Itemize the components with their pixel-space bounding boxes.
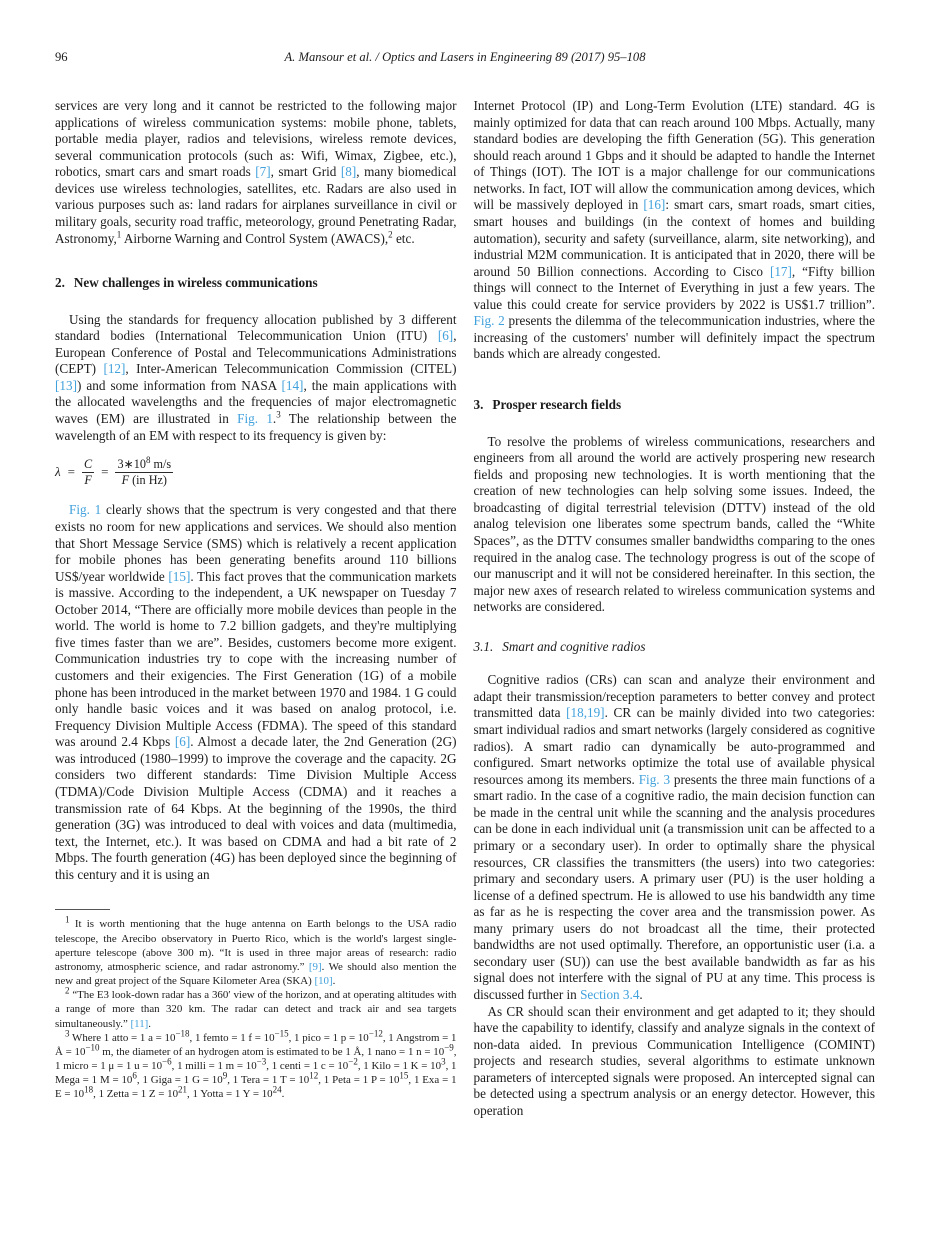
- citation-link[interactable]: [14]: [281, 377, 304, 393]
- superscript-marker: 24: [272, 1084, 282, 1095]
- section-number: 3.: [473, 397, 484, 412]
- two-column-body: [55, 98, 875, 1120]
- citation-link[interactable]: [10]: [314, 975, 333, 988]
- superscript-marker: 18: [84, 1084, 94, 1095]
- wavelength-formula: [55, 457, 457, 487]
- subsection-title: Smart and cognitive radios: [502, 638, 646, 654]
- superscript-marker: 3: [65, 1028, 70, 1039]
- superscript-marker: 12: [309, 1070, 319, 1081]
- paragraph: Fig. 1 clearly shows that the spectrum is very congested and that there exists no room for new applications and services. We should also mention that Short Message Service (SMS) which is relatively a recent application for mobile phones has been generating benefits around 110 billions US$/year worldwide [15]. This fact proves that the communication markets is massive. According to the independent, a UK newspaper on Tuesday 7 October 2014, “There are officially more mobile devices than people in the world. The world is home to 7.2 billion gadgets, and they're multiplying five times faster than we are”. Besides, customers become more exigent. Communication industries try to cope with the increasing number of customers and their exigencies. The First Generation (1G) of a mobile phone has been introduced in the market between 1970 and 1984. 1 G could only handle basic voices and it was based on analog protocol, i.e. Frequency Division Multiple Access (FDMA). The speed of this standard was around 2.4 Kbps [6]. Almost a decade later, the 2nd Generation (2G) was introduced (1980–1999) to improve the coverage and the capacity. 2G considers two different standards: Time Division Multiple Access (TDMA)/Code Division Multiple Access (CDMA) and it reaches a transmission rate of 64 Kbps. At the beginning of the 1990s, the third generation (3G) was introduced to deal with voices and data (multimedia, text, the Internet, etc.). It was based on CDMA and had a bit rate of 2 Mbps. The fourth generation (4G) has been deployed since the beginning of this century and it is using an: [55, 502, 457, 882]
- citation-link[interactable]: [17]: [769, 263, 792, 279]
- citation-link[interactable]: [12]: [103, 361, 126, 377]
- superscript-marker: −9: [444, 1042, 454, 1053]
- subsection-heading-3-1: [474, 639, 876, 656]
- footnote-1: $^1$ It is worth mentioning that the huge antenna on Earth belongs to the USA radio telescope, the Arecibo observatory in Puerto Rico, which is the world's largest single-aperture telescope (above 300 m). “It is used in three major areas of research: radio astronomy, atmospheric science, and radar astronomy.” [9]. We should also mention the new and great project of the Square Kilometer Area (SKA) [10].: [55, 914, 457, 988]
- superscript-marker: 2: [65, 985, 70, 996]
- page-number: 96: [55, 50, 68, 64]
- superscript-marker: 3: [276, 409, 281, 420]
- citation-link[interactable]: [13]: [55, 377, 77, 393]
- superscript-marker: 1: [65, 914, 70, 925]
- citation-link[interactable]: [11]: [130, 1017, 149, 1030]
- fraction-c-over-f: $\frac{C}{F}$: [83, 457, 93, 487]
- subsection-number: 3.1.: [473, 638, 494, 654]
- paragraph: services are very long and it cannot be restricted to the following major applications of wireless communication systems: mobile phone, tablets, portable media player, radios and televisions, wireless remote devices, several communication protocols (such as: Wifi, Wimax, Zigbee, etc.), robotics, smart cars and smart roads [7], smart Grid [8], many biomedical devices use wireless technologies, satellites, etc. Radars are also used in various purposes such as: land radars for airplanes surveillance in civil or military goals, security road traffic, meteorology, ground Penetrating Radar, Astronomy,$^1$ Airborne Warning and Control System (AWACS),$^2$ etc.: [55, 98, 457, 246]
- superscript-marker: 1: [116, 229, 122, 240]
- section-heading-3: [474, 397, 876, 414]
- section-title: Prosper research fields: [492, 397, 622, 412]
- citation-link[interactable]: [9]: [308, 960, 322, 973]
- superscript-marker: 21: [178, 1084, 188, 1095]
- superscript-marker: −15: [274, 1028, 289, 1039]
- superscript-marker: 2: [388, 229, 393, 240]
- page-header: [55, 50, 875, 68]
- paragraph: To resolve the problems of wireless communications, researchers and engineers from all around the world are actively prospering new research fields and proposing new technologies. It is worth mentioning that the creation of new technologies can help solving some issues. Indeed, the broadcasting of digital terrestrial television (DTTV) instead of the old analog television one liberates some spectrum bands, called the “White Spaces”, as the DTTV consumes smaller bandwidths comparing to the ones required in the analog case. The technology progress is out of the scope of our manuscript and it will not be considered hereinafter. In this section, the major new axes of research related to wireless communication systems and networks are considered.: [473, 433, 875, 615]
- right-column: [474, 98, 876, 1120]
- superscript-marker: −2: [348, 1056, 358, 1067]
- fraction-speed-over-freq: $\frac{3∗10^8 m/s}{\text{F (in Hz)}}$: [117, 455, 172, 487]
- citation-link[interactable]: [7]: [255, 164, 271, 180]
- superscript-marker: 6: [132, 1070, 137, 1081]
- paragraph: As CR should scan their environment and get adapted to it; they should have the capability to identify, classify and analyze signals in the context of non-data aided. In previous Communication Intelligence (COMINT) projects and research studies, several algorithms to estimate unknown parameters of intercepted signals were proposed. An intercepted signal can be detected using a spectrum analysis or an energy detector. However, this operation: [473, 1003, 875, 1118]
- footnotes: [55, 909, 457, 1101]
- citation-link[interactable]: [16]: [643, 197, 666, 213]
- superscript-marker: −10: [85, 1042, 100, 1053]
- equals-sign: =: [67, 464, 75, 480]
- citation-link[interactable]: [18,19]: [566, 705, 605, 721]
- footnote-divider: [55, 909, 110, 910]
- formula-lambda: λ: [55, 464, 61, 480]
- superscript-marker: 8: [145, 455, 151, 466]
- superscript-marker: 3: [441, 1056, 446, 1067]
- paragraph: Using the standards for frequency allocation published by 3 different standard bodies (International Telecommunication Union (ITU) [6], European Conference of Postal and Telecommunications Administrations (CEPT) [12], Inter-American Telecommunication Commission (CITEL) [13]) and some information from NASA [14], the main applications with the allocated wavelengths and the frequencies of major electromagnetic waves (EM) are illustrated in Fig. 1.$^3$ The relationship between the wavelength of an EM with respect to its frequency is given by:: [55, 311, 457, 443]
- superscript-marker: −6: [162, 1056, 172, 1067]
- citation-link[interactable]: Fig. 2: [473, 313, 505, 329]
- footnote-2: $^2$ “The E3 look-down radar has a 360′ view of the horizon, and at operating altitudes with a range of more than 320 km. The radar can detect and track air and sea targets simultaneously.” [11].: [55, 985, 457, 1030]
- left-column: [55, 98, 457, 1120]
- citation-link[interactable]: Fig. 1: [237, 411, 273, 426]
- citation-link[interactable]: Section 3.4: [580, 987, 640, 1002]
- citation-link[interactable]: [8]: [340, 164, 357, 180]
- superscript-marker: −18: [175, 1028, 190, 1039]
- section-title: New challenges in wireless communications: [73, 275, 318, 291]
- citation-link[interactable]: [15]: [168, 568, 191, 584]
- section-number: 2.: [55, 275, 65, 291]
- footnote-3: $^3$ Where 1 atto = 1 $a = 10^{-18}$, 1 femto = 1 $f = 10^{-15}$, 1 pico = 1 $p = 10^{-12}$, 1 Angstrom = 1 Å = $10^{-10}$ m, the diameter of an hydrogen atom is estimated to be 1 Å, 1 nano = 1 $n = 10^{-9}$, 1 micro = 1 μ = 1 $u = 10^{-6}$, 1 milli = 1 $m = 10^{-3}$, 1 centi = 1 $c = 10^{-2}$, 1 Kilo = 1 $K = 10^3$, 1 Mega = 1 $M = 10^6$, 1 Giga = 1 $G = 10^9$, 1 Tera = 1 $T = 10^{12}$, 1 Peta = 1 $P = 10^{15}$, 1 Exa = 1 $E = 10^{18}$, 1 Zetta = 1 $Z = 10^{21}$, 1 Yotta = 1 $Y = 10^{24}$.: [55, 1028, 457, 1101]
- superscript-marker: 9: [222, 1070, 228, 1081]
- citation-link[interactable]: [6]: [437, 328, 454, 344]
- italic-variable: F: [121, 472, 130, 487]
- paragraph: Cognitive radios (CRs) can scan and analyze their environment and adapt their transmission/reception parameters to better convey and protect transmitted data [18,19]. CR can be mainly divided into two categories: smart individual radios and smart networks (largely considered as cognitive radios). A smart radio can dynamically be auto-programmed and configured. Smart networks optimize the total use of available physical resources among its members. Fig. 3 presents the three main functions of a smart radio. In the case of a cognitive radio, the main decision function can be made in the central unit while the scanning and the analysis procedures can be done in each individual unit (a transmission unit can be affected to a primary or a secondary user). In order to optimally share the physical resources, CR classifies the transmitters (the users) into two categories: primary and secondary users. A primary user (PU) is the user holding a license of a defined spectrum. He is allowed to use his bandwidth any time as far as he is respecting the cover area and the transmission power. As many primary users do not broadcast all the time, their protected bandwidths are not used optimally. Therefore, an opportunistic user (i.a. a secondary user (SU)) can use the best available bandwidth as far as his signal does not interfere with the signal of PU at any time. This process is discussed further in Section 3.4.: [473, 672, 876, 1002]
- citation-link[interactable]: Fig. 1: [69, 502, 102, 518]
- equals-sign: =: [101, 464, 109, 480]
- section-heading-2: [55, 275, 457, 292]
- citation-link[interactable]: [6]: [174, 734, 191, 750]
- running-title: A. Mansour et al. / Optics and Lasers in Engineering 89 (2017) 95–108: [284, 50, 646, 64]
- superscript-marker: −3: [256, 1056, 267, 1067]
- paragraph: Internet Protocol (IP) and Long-Term Evolution (LTE) standard. 4G is mainly optimized for data that can reach around 100 Mbps. Actually, many standard bodies are developing the fifth Generation (5G). This generation should reach around 1 Gbps and it should be adapted to handle the Internet of Things (IOT). The IOT is a major challenge for our communications networks. In fact, IOT will allow the communication among devices, which will be massively deployed in [16]: smart cars, smart roads, smart cities, smart houses and buildings (in the context of homes and building automation), security and safety (surveillance, alarm, site networking), and industrial M2M communication. It is anticipated that in 2020, there will be around 50 Billion connections. According to Cisco [17], “Fifty billion things will connect to the Internet of Everything in just a few years. The value this could create for service providers by 2022 is US$1.7 trillion”. Fig. 2 presents the dilemma of the telecommunication industries, where the increasing of the customers' number will definitely impact the spectrum bands which are already congested.: [473, 98, 876, 362]
- superscript-marker: 15: [399, 1070, 409, 1081]
- superscript-marker: −12: [368, 1028, 383, 1039]
- citation-link[interactable]: Fig. 3: [638, 771, 671, 787]
